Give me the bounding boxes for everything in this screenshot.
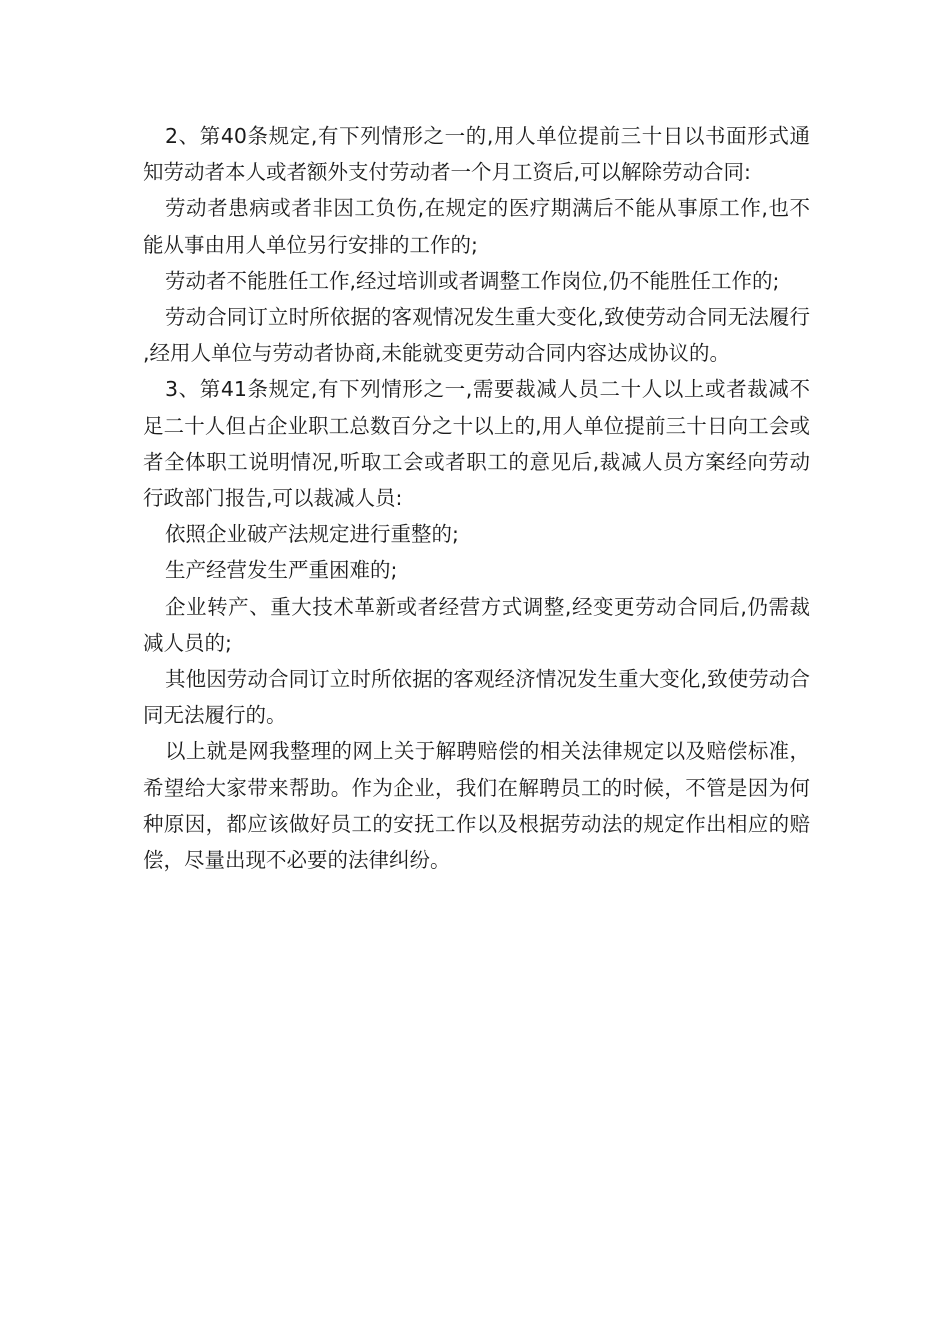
- paragraph-business-restructuring: 企业转产、重大技术革新或者经营方式调整,经变更劳动合同后,仍需裁减人员的;: [143, 594, 810, 655]
- paragraph-article-41: 3、第41条规定,有下列情形之一,需要裁减人员二十人以上或者裁减不足二十人但占企业职工总数百分之十以上的,用人单位提前三十日向工会或者全体职工说明情况,听取工会或者职工的意见后,裁减人员方案经向劳动行政部门报告,可以裁减人员:: [143, 377, 810, 511]
- paragraph-bankruptcy-reorganization: 依照企业破产法规定进行重整的;: [165, 522, 459, 547]
- paragraph-conclusion: 以上就是网我整理的网上关于解聘赔偿的相关法律规定以及赔偿标准，希望给大家带来帮助。作为企业，我们在解聘员工的时候，不管是因为何种原因，都应该做好员工的安抚工作以及根据劳动法的规定作出相应的赔偿，尽量出现不必要的法律纠纷。: [143, 739, 810, 873]
- paragraph-incompetence: 劳动者不能胜任工作,经过培训或者调整工作岗位,仍不能胜任工作的;: [165, 268, 780, 293]
- paragraph-illness-injury: 劳动者患病或者非因工负伤,在规定的医疗期满后不能从事原工作,也不能从事由用人单位另行安排的工作的;: [143, 196, 810, 257]
- document-body: [143, 118, 810, 878]
- paragraph-article-40: 2、第40条规定,有下列情形之一的,用人单位提前三十日以书面形式通知劳动者本人或者额外支付劳动者一个月工资后,可以解除劳动合同:: [143, 124, 810, 185]
- paragraph-objective-change: 劳动合同订立时所依据的客观情况发生重大变化,致使劳动合同无法履行,经用人单位与劳动者协商,未能就变更劳动合同内容达成协议的。: [143, 305, 810, 366]
- paragraph-economic-change: 其他因劳动合同订立时所依据的客观经济情况发生重大变化,致使劳动合同无法履行的。: [143, 667, 810, 728]
- paragraph-operational-difficulty: 生产经营发生严重困难的;: [165, 558, 398, 583]
